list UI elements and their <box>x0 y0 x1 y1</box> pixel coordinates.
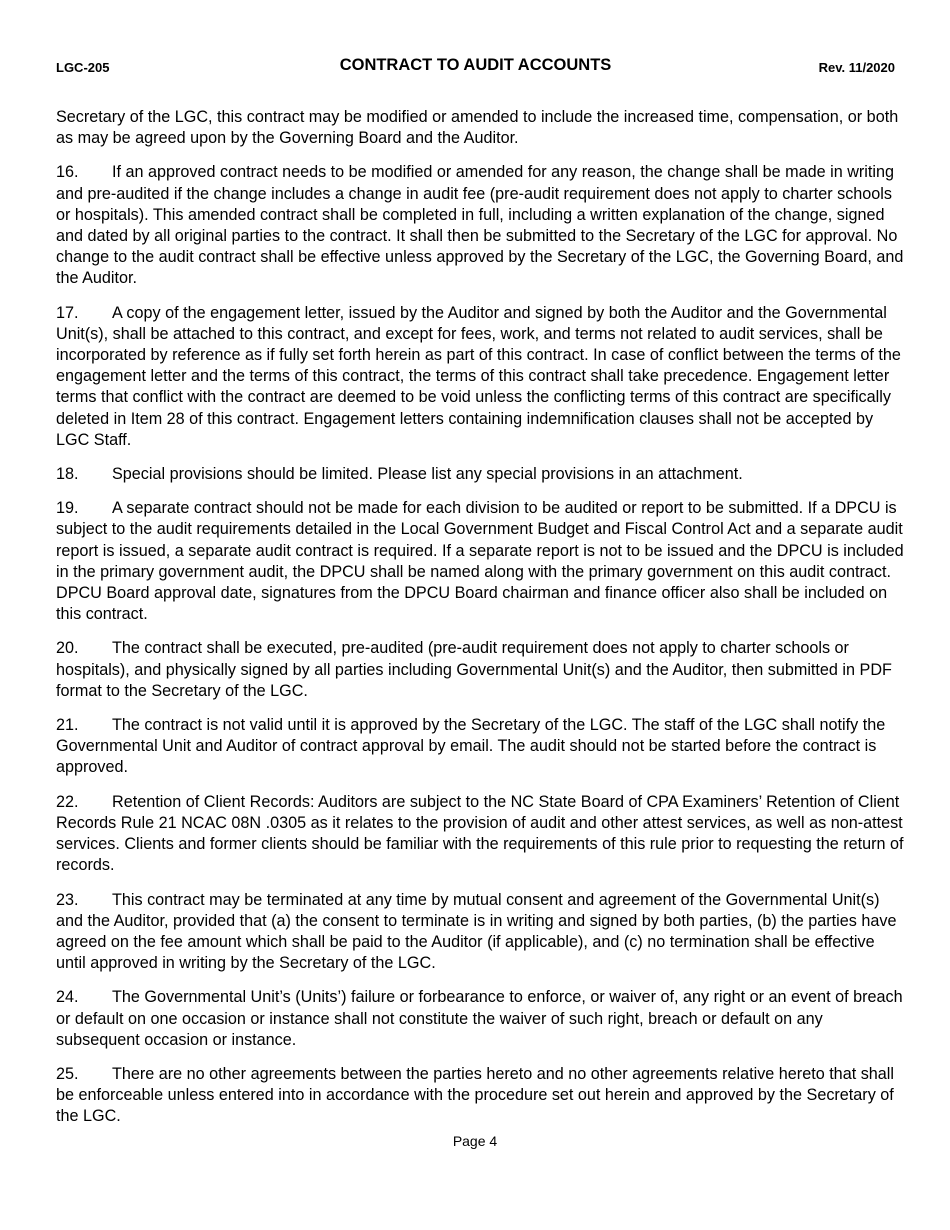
item-number: 18. <box>56 465 79 484</box>
revision-date: Rev. 11/2020 <box>818 60 895 75</box>
item-number: 20. <box>56 639 79 658</box>
contract-item-19 <box>56 498 906 625</box>
contract-item-22 <box>56 792 906 877</box>
contract-item-16 <box>56 162 906 289</box>
contract-item-21 <box>56 715 906 779</box>
contract-item-24 <box>56 987 906 1051</box>
item-text: If an approved contract needs to be modified or amended for any reason, the change shall be made in writing and pre-audited if the change includes a change in audit fee (pre-audit requirement does not apply to charter schools or hospitals). This amended contract shall be completed in full, including a written explanation of the change, signed and dated by all original parties to the contract. It shall then be submitted to the Secretary of the LGC for approval. No change to the audit contract shall be effective unless approved by the Secretary of the LGC, the Governing Board, and the Auditor. <box>56 163 904 288</box>
contract-item-23 <box>56 890 906 975</box>
item-text: The contract is not valid until it is approved by the Secretary of the LGC. The staff of the LGC shall notify the Governmental Unit and Auditor of contract approval by email. The audit should not be started before the contract is approved. <box>56 716 886 777</box>
item-text: The Governmental Unit’s (Units’) failure or forbearance to enforce, or waiver of, any right or an event of breach or default on one occasion or instance shall not constitute the waiver of such right, breach or default on any subsequent occasion or instance. <box>56 988 903 1049</box>
item-text: The contract shall be executed, pre-audited (pre-audit requirement does not apply to charter schools or hospitals), and physically signed by all parties including Governmental Unit(s) and the Auditor, then submitted in PDF format to the Secretary of the LGC. <box>56 639 892 700</box>
page-number: Page 4 <box>452 1133 498 1149</box>
item-number: 22. <box>56 792 79 811</box>
contract-item-20 <box>56 638 906 702</box>
item-text: This contract may be terminated at any time by mutual consent and agreement of the Governmental Unit(s) and the Auditor, provided that (a) the consent to terminate is in writing and signed by both parties, (b) the parties have agreed on the fee amount which shall be paid to the Auditor (if applicable), and (c) no termination shall be effective until approved in writing by the Secretary of the LGC. <box>56 890 897 973</box>
page-header <box>56 56 895 78</box>
contract-item-18 <box>56 464 906 485</box>
item-number: 19. <box>56 499 79 518</box>
contract-item-25 <box>56 1064 906 1128</box>
item-number: 25. <box>56 1064 79 1083</box>
continuation-paragraph: Secretary of the LGC, this contract may be modified or amended to include the increased time, compensation, or both as may be agreed upon by the Governing Board and the Auditor. <box>56 108 899 148</box>
item-number: 23. <box>56 890 79 909</box>
item-number: 21. <box>56 716 79 735</box>
contract-body <box>56 107 906 1141</box>
item-number: 16. <box>56 163 79 182</box>
item-text: There are no other agreements between the parties hereto and no other agreements relative hereto that shall be enforceable unless entered into in accordance with the procedure set out herein and approved by the Secretary of the LGC. <box>56 1064 894 1126</box>
item-text: A copy of the engagement letter, issued by the Auditor and signed by both the Auditor and the Governmental Unit(s), shall be attached to this contract, and except for fees, work, and terms not related to audit services, shall be incorporated by reference as if fully set forth herein as part of this contract. In case of conflict between the terms of the engagement letter and the terms of this contract, the terms of this contract shall take precedence. Engagement letter terms that conflict with the contract are deemed to be void unless the conflicting terms of this contract are specifically deleted in Item 28 of this contract. Engagement letters containing indemnification clauses shall not be accepted by LGC Staff. <box>56 303 901 449</box>
document-title: CONTRACT TO AUDIT ACCOUNTS <box>339 56 612 74</box>
form-id: LGC-205 <box>56 60 110 75</box>
item-number: 17. <box>56 303 79 322</box>
item-text: Special provisions should be limited. Please list any special provisions in an attachment. <box>112 465 743 484</box>
item-text: A separate contract should not be made for each division to be audited or report to be submitted. If a DPCU is subject to the audit requirements detailed in the Local Government Budget and Fiscal Control Act and a separate audit report is issued, a separate audit contract is required. If a separate report is not to be issued and the DPCU is included in the primary government audit, the DPCU shall be named along with the primary government on this audit contract. DPCU Board approval date, signatures from the DPCU Board chairman and finance officer also shall be included on this contract. <box>56 499 904 624</box>
contract-item-17 <box>56 303 906 451</box>
item-text: Retention of Client Records: Auditors are subject to the NC State Board of CPA Examiners’ Retention of Client Records Rule 21 NCAC 08N .0305 as it relates to the provision of audit and other attest services, as well as non-attest services. Clients and former clients should be familiar with the requirements of this rule prior to requesting the return of records. <box>56 792 904 875</box>
item-number: 24. <box>56 988 79 1007</box>
